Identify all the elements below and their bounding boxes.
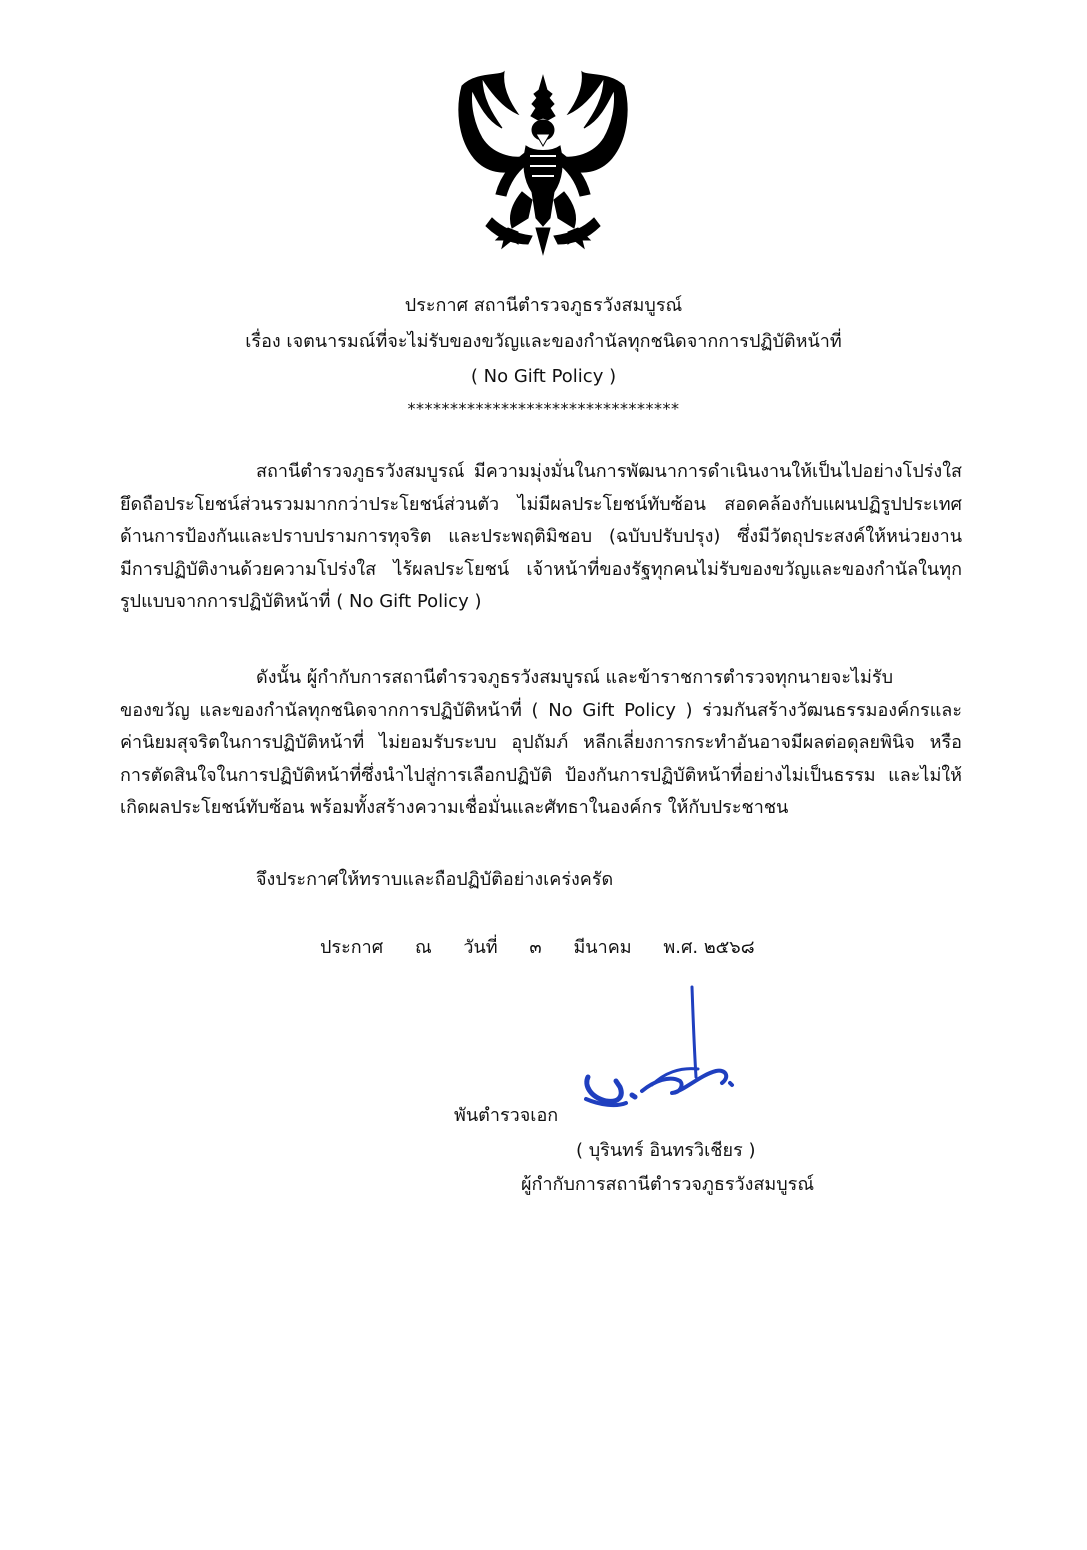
closing-statement: จึงประกาศให้ทราบและถือปฏิบัติอย่างเคร่งครัด	[256, 869, 614, 890]
policy-name: ( No Gift Policy )	[470, 366, 617, 387]
paragraph-commitment	[120, 662, 962, 825]
garuda-emblem-icon	[452, 68, 634, 256]
date-day-label: วันที่	[463, 937, 498, 958]
paragraph-line: รูปแบบจากการปฏิบัติหน้าที่ ( No Gift Policy )	[120, 591, 482, 612]
paragraph-line: ดังนั้น ผู้กำกับการสถานีตำรวจภูธรวังสมบูรณ์ และข้าราชการตำรวจทุกนายจะไม่รับ	[256, 667, 894, 688]
paragraph-line: การตัดสินใจในการปฏิบัติหน้าที่ซึ่งนำไปสู่การเลือกปฏิบัติ ป้องกันการปฏิบัติหน้าที่อย่างไม่เป็นธรรม และไม่ให้	[120, 764, 962, 786]
handwritten-signature	[580, 985, 740, 1117]
paragraph-line: ด้านการป้องกันและปราบปรามการทุจริต และประพฤติมิชอบ (ฉบับปรับปรุง) ซึ่งมีวัตถุประสงค์ให้หน่วยงาน	[120, 526, 962, 547]
signatory-position: ผู้กำกับการสถานีตำรวจภูธรวังสมบูรณ์	[521, 1174, 815, 1195]
date-at: ณ	[414, 937, 432, 958]
signatory-name: ( บุรินทร์ อินทรวิเชียร )	[576, 1140, 756, 1161]
paragraph-line: ค่านิยมสุจริตในการปฏิบัติหน้าที่ ไม่ยอมรับระบบ อุปถัมภ์ หลีกเลี่ยงการกระทำอันอาจมีผลต่อดุลยพินิจ หรือ	[120, 732, 962, 753]
announcement-title: ประกาศ สถานีตำรวจภูธรวังสมบูรณ์	[404, 295, 683, 316]
separator-stars: ********************************	[407, 399, 680, 418]
paragraph-line: ยึดถือประโยชน์ส่วนรวมมากกว่าประโยชน์ส่วนตัว ไม่มีผลประโยชน์ทับซ้อน สอดคล้องกับแผนปฏิรูปประเทศ	[120, 493, 962, 515]
paragraph-line: มีการปฏิบัติงานด้วยความโปร่งใส ไร้ผลประโยชน์ เจ้าหน้าที่ของรัฐทุกคนไม่รับของขวัญและของกำนัลในทุก	[120, 558, 962, 580]
date-announce-word: ประกาศ	[320, 937, 384, 958]
date-month: มีนาคม	[573, 937, 632, 958]
date-year: พ.ศ. ๒๕๖๘	[663, 937, 755, 958]
signatory-rank: พันตำรวจเอก	[454, 1105, 559, 1126]
paragraph-intro	[120, 456, 962, 619]
paragraph-line: สถานีตำรวจภูธรวังสมบูรณ์ มีความมุ่งมั่นในการพัฒนาการดำเนินงานให้เป็นไปอย่างโปร่งใส	[256, 461, 962, 482]
announcement-subject: เรื่อง เจตนารมณ์ที่จะไม่รับของขวัญและของกำนัลทุกชนิดจากการปฏิบัติหน้าที่	[245, 331, 842, 352]
date-day: ๓	[529, 937, 542, 958]
paragraph-line: ของขวัญ และของกำนัลทุกชนิดจากการปฏิบัติหน้าที่ ( No Gift Policy ) ร่วมกันสร้างวัฒนธรรมองค์กรและ	[120, 699, 962, 721]
announcement-date	[320, 935, 781, 961]
paragraph-line: เกิดผลประโยชน์ทับซ้อน พร้อมทั้งสร้างความเชื่อมั่นและศัทธาในองค์กร ให้กับประชาชน	[120, 797, 789, 818]
